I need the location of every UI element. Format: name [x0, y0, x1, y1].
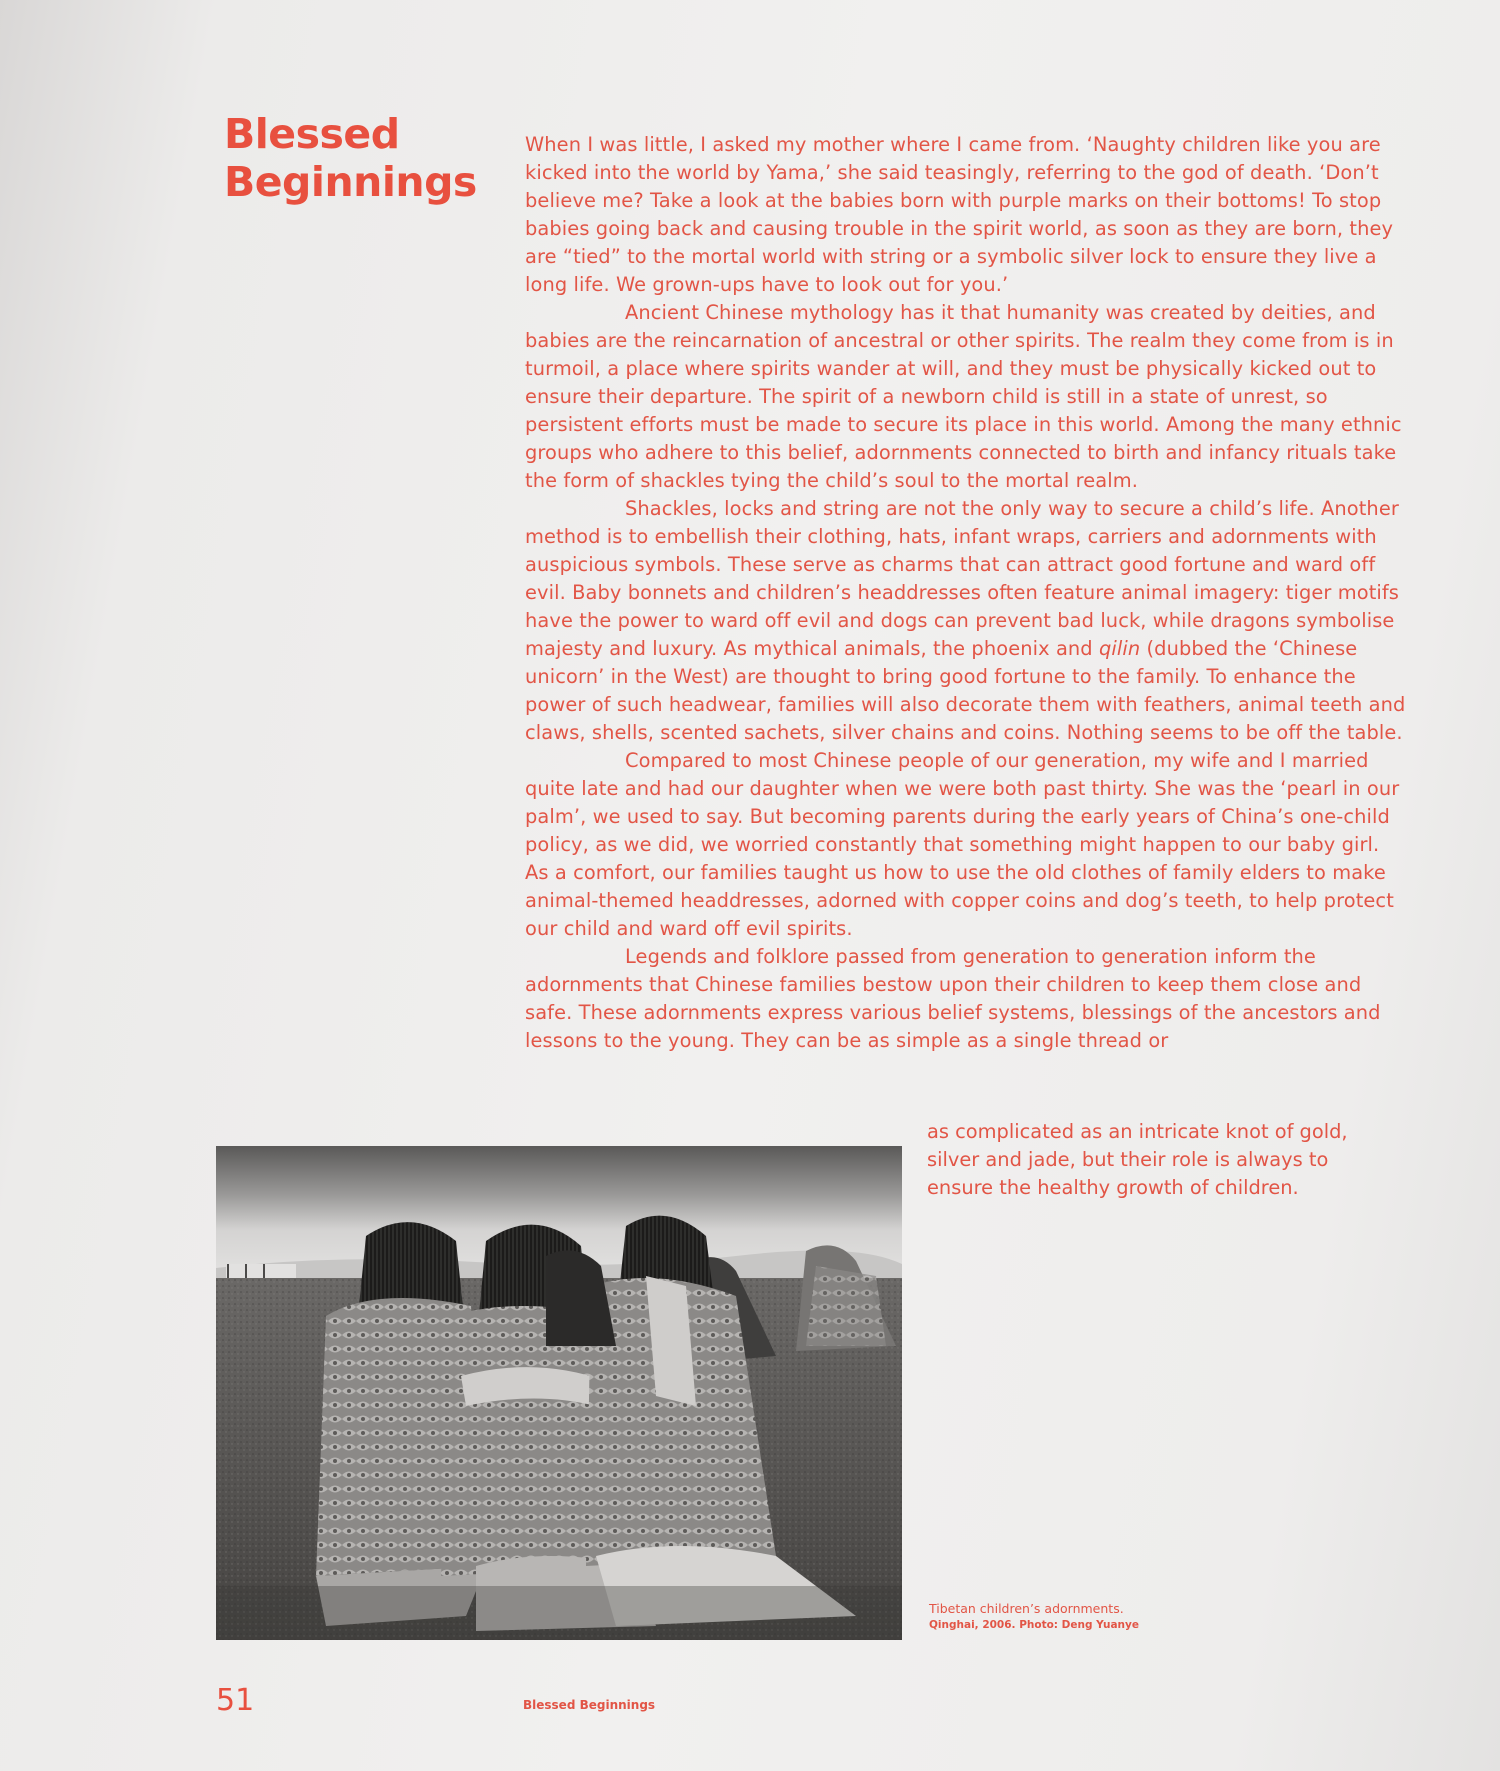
paragraph-3-part-b: (dubbed the ‘Chinese unicorn’ in the West) are thought to bring good fortune to the family. To enhance the power of such headwear, families will also decorate them with feathers, animal teeth and claws, shells, scented sachets, silver chains and coins. Nothing seems to be off the table.	[525, 637, 1406, 744]
photo-image	[216, 1146, 902, 1640]
caption-title: Tibetan children’s adornments.	[929, 1601, 1124, 1616]
paragraph-3-part-a: Shackles, locks and string are not the only way to secure a child’s life. Another method is to embellish their clothing, hats, infant wraps, carriers and adornments with auspicious symbols. These serve as charms that can attract good fortune and ward off evil. Baby bonnets and children’s headdresses often feature animal imagery: tiger motifs have the power to ward off evil and dogs can prevent bad luck, while dragons symbolise majesty and luxury. As mythical animals, the phoenix and	[525, 497, 1400, 660]
running-footer-title: Blessed Beginnings	[523, 1698, 656, 1712]
page-number: 51	[216, 1683, 255, 1718]
title-line-1: Blessed	[224, 110, 400, 158]
paragraph-5: Legends and folklore passed from generation to generation inform the adornments that Chinese families bestow upon their children to keep them close and safe. These adornments express various belief systems, blessings of the ancestors and lessons to the young. They can be as simple as a single thread or	[525, 945, 1381, 1052]
paragraph-5-continuation: as complicated as an intricate knot of gold, silver and jade, but their role is always to ensure the healthy growth of children.	[927, 1120, 1348, 1199]
paragraph-4: Compared to most Chinese people of our generation, my wife and I married quite late and had our daughter when we were both past thirty. She was the ‘pearl in our palm’, we used to say. But becoming parents during the early years of China’s one-child policy, as we did, we worried constantly that something might happen to our baby girl. As a comfort, our families taught us how to use the old clothes of family elders to make animal-themed headdresses, adorned with copper coins and dog’s teeth, to help protect our child and ward off evil spirits.	[525, 749, 1400, 940]
photo-tibetan-children	[216, 1146, 902, 1640]
paragraph-2: Ancient Chinese mythology has it that humanity was created by deities, and babies are the reincarnation of ancestral or other spirits. The realm they come from is in turmoil, a place where spirits wander at will, and they must be physically kicked out to ensure their departure. The spirit of a newborn child is still in a state of unrest, so persistent efforts must be made to secure its place in this world. Among the many ethnic groups who adhere to this belief, adornments connected to birth and infancy rituals take the form of shackles tying the child’s soul to the mortal realm.	[525, 301, 1402, 492]
page-title	[224, 110, 484, 206]
paragraph-3	[525, 495, 1409, 747]
paragraph-1: When I was little, I asked my mother where I came from. ‘Naughty children like you are kicked into the world by Yama,’ she said teasingly, referring to the god of death. ‘Don’t believe me? Take a look at the babies born with purple marks on their bottoms! To stop babies going back and causing trouble in the spirit world, as soon as they are born, they are “tied” to the mortal world with string or a symbolic silver lock to ensure they live a long life. We grown-ups have to look out for you.’	[525, 133, 1394, 296]
caption-credit: Qinghai, 2006. Photo: Deng Yuanye	[929, 1619, 1139, 1631]
paragraph-3-italic-term: qilin	[1098, 637, 1141, 660]
body-text	[525, 131, 1409, 1055]
photo-caption	[929, 1600, 1229, 1633]
title-line-2: Beginnings	[224, 158, 477, 206]
